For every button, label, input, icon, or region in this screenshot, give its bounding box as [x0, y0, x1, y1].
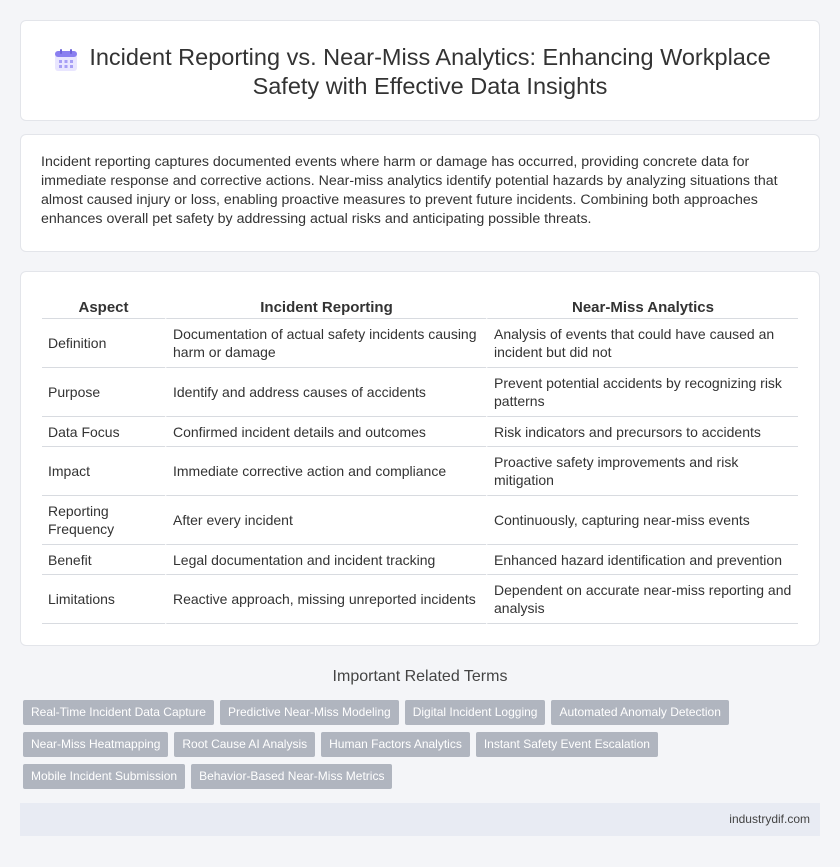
row-aspect: Definition — [42, 319, 165, 368]
table-row — [42, 496, 798, 545]
row-near-miss-analytics: Prevent potential accidents by recognizing risk patterns — [486, 368, 798, 417]
row-near-miss-analytics: Proactive safety improvements and risk mitigation — [486, 447, 798, 496]
table-row — [42, 368, 798, 417]
column-header-aspect: Aspect — [42, 296, 165, 319]
related-term-tag[interactable]: Root Cause AI Analysis — [174, 732, 315, 757]
row-incident-reporting: Legal documentation and incident tracking — [165, 545, 486, 575]
table-header-row — [42, 296, 798, 319]
row-near-miss-analytics: Risk indicators and precursors to accidents — [486, 417, 798, 447]
intro-card — [20, 134, 820, 252]
row-incident-reporting: After every incident — [165, 496, 486, 545]
row-aspect: Impact — [42, 447, 165, 496]
header-card — [20, 20, 820, 121]
row-incident-reporting: Reactive approach, missing unreported incidents — [165, 575, 486, 624]
row-aspect: Data Focus — [42, 417, 165, 447]
table-row — [42, 319, 798, 368]
related-term-tag[interactable]: Digital Incident Logging — [405, 700, 546, 725]
related-term-tag[interactable]: Automated Anomaly Detection — [551, 700, 728, 725]
comparison-table — [42, 296, 798, 624]
related-term-tag[interactable]: Predictive Near-Miss Modeling — [220, 700, 399, 725]
row-aspect: Limitations — [42, 575, 165, 624]
column-header-incident-reporting: Incident Reporting — [165, 296, 486, 319]
column-header-near-miss-analytics: Near-Miss Analytics — [486, 296, 798, 319]
intro-text: Incident reporting captures documented events where harm or damage has occurred, providing concrete data for immediate response and corrective actions. Near-miss analytics identify potential hazards by analyzing situations that almost caused injury or loss, enabling proactive measures to prevent future incidents. Combining both approaches enhances overall pet safety by addressing actual risks and anticipating possible threats. — [41, 154, 778, 227]
comparison-table-card — [20, 271, 820, 646]
footer-site-link[interactable]: industrydif.com — [729, 812, 810, 826]
related-terms-title: Important Related Terms — [332, 668, 508, 685]
row-near-miss-analytics: Dependent on accurate near-miss reporting and analysis — [486, 575, 798, 624]
related-term-tag[interactable]: Real-Time Incident Data Capture — [23, 700, 214, 725]
row-near-miss-analytics: Analysis of events that could have caused an incident but did not — [486, 319, 798, 368]
page-title: Incident Reporting vs. Near-Miss Analytics: Enhancing Workplace Safety with Effective Data Insights — [89, 44, 771, 99]
row-incident-reporting: Identify and address causes of accidents — [165, 368, 486, 417]
footer — [20, 803, 820, 836]
row-incident-reporting: Confirmed incident details and outcomes — [165, 417, 486, 447]
row-near-miss-analytics: Enhanced hazard identification and prevention — [486, 545, 798, 575]
related-term-tag[interactable]: Behavior-Based Near-Miss Metrics — [191, 764, 392, 789]
related-term-tag[interactable]: Mobile Incident Submission — [23, 764, 185, 789]
related-term-tag[interactable]: Near-Miss Heatmapping — [23, 732, 168, 757]
row-incident-reporting: Documentation of actual safety incidents causing harm or damage — [165, 319, 486, 368]
related-term-tag[interactable]: Human Factors Analytics — [321, 732, 470, 757]
table-row — [42, 545, 798, 575]
table-row — [42, 447, 798, 496]
row-near-miss-analytics: Continuously, capturing near-miss events — [486, 496, 798, 545]
related-term-tag[interactable]: Instant Safety Event Escalation — [476, 732, 658, 757]
table-row — [42, 417, 798, 447]
row-incident-reporting: Immediate corrective action and compliance — [165, 447, 486, 496]
row-aspect: Benefit — [42, 545, 165, 575]
row-aspect: Purpose — [42, 368, 165, 417]
table-row — [42, 575, 798, 624]
related-terms-list — [23, 700, 823, 796]
row-aspect: Reporting Frequency — [42, 496, 165, 545]
